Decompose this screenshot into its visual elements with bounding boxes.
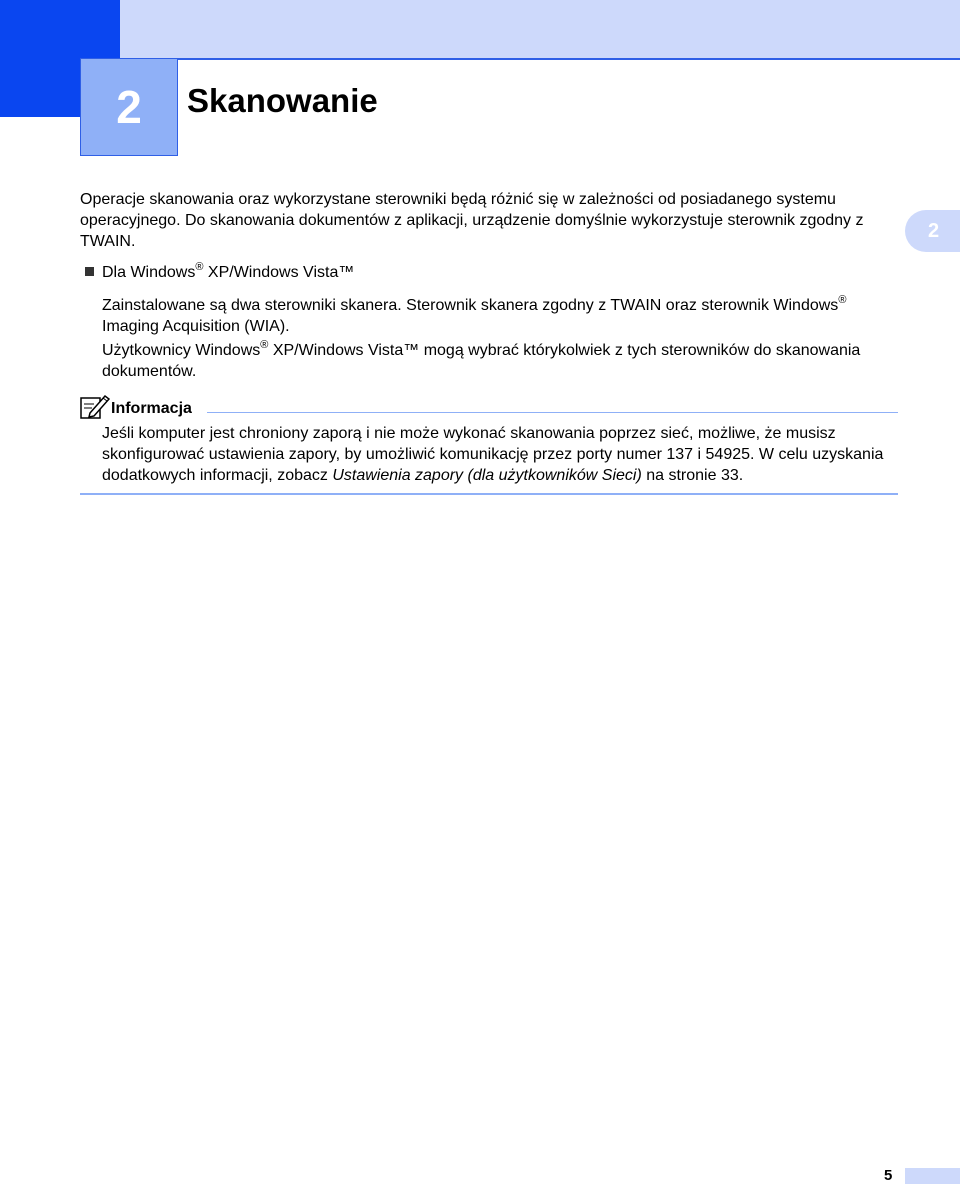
firewall-settings-reference[interactable]: Ustawienia zapory (dla użytkowników Sieci) [332, 467, 642, 484]
note-title: Informacja [111, 400, 192, 417]
header-rule [120, 58, 960, 60]
drivers-text-rest: Imaging Acquisition (WIA). [102, 318, 290, 335]
bullet-title-text-rest: XP/Windows Vista™ [203, 264, 355, 281]
page-number: 5 [884, 1167, 893, 1184]
square-bullet-icon [85, 267, 94, 276]
drivers-paragraph [102, 295, 902, 337]
note-text: Jeśli komputer jest chroniony zaporą i nie może wykonać skanowania poprzez sieć, możliwe, że musisz skonfigurować ustawienia zapory, by umożliwić komunikację przez porty numer 137 i 54925. W celu uzyskania dodatkowych informacji, zobacz [102, 425, 884, 484]
pencil-note-icon [80, 394, 110, 420]
note-bottom-rule [80, 493, 898, 495]
bullet-title-text: Dla Windows [102, 264, 196, 281]
intro-paragraph: Operacje skanowania oraz wykorzystane sterowniki będą różnić się w zależności od posiadanego systemu operacyjnego. Do skanowania dokumentów z aplikacji, urządzenie domyślnie wykorzystuje sterownik zgodny z TWAIN. [80, 191, 864, 250]
header-band [120, 0, 960, 58]
note-text-rest: na stronie 33. [641, 467, 744, 484]
registered-mark: ® [838, 293, 847, 306]
note-body [102, 423, 902, 486]
bullet-title [102, 262, 354, 283]
registered-mark: ® [195, 260, 204, 273]
registered-mark: ® [260, 338, 269, 351]
chapter-number-box [80, 58, 178, 156]
chapter-number: 2 [116, 81, 142, 133]
chapter-side-tab [905, 210, 960, 252]
page-number-tab [905, 1168, 960, 1184]
chapter-title: Skanowanie [187, 82, 378, 119]
note-title-rule [207, 412, 898, 413]
side-tab-label: 2 [927, 219, 940, 242]
users-text-rest: XP/Windows Vista™ mogą wybrać którykolwiek z tych sterowników do skanowania dokumentów. [102, 342, 861, 380]
users-paragraph [102, 340, 902, 382]
drivers-text: Zainstalowane są dwa sterowniki skanera. Sterownik skanera zgodny z TWAIN oraz sterownik Windows [102, 297, 839, 314]
users-text: Użytkownicy Windows [102, 342, 261, 359]
